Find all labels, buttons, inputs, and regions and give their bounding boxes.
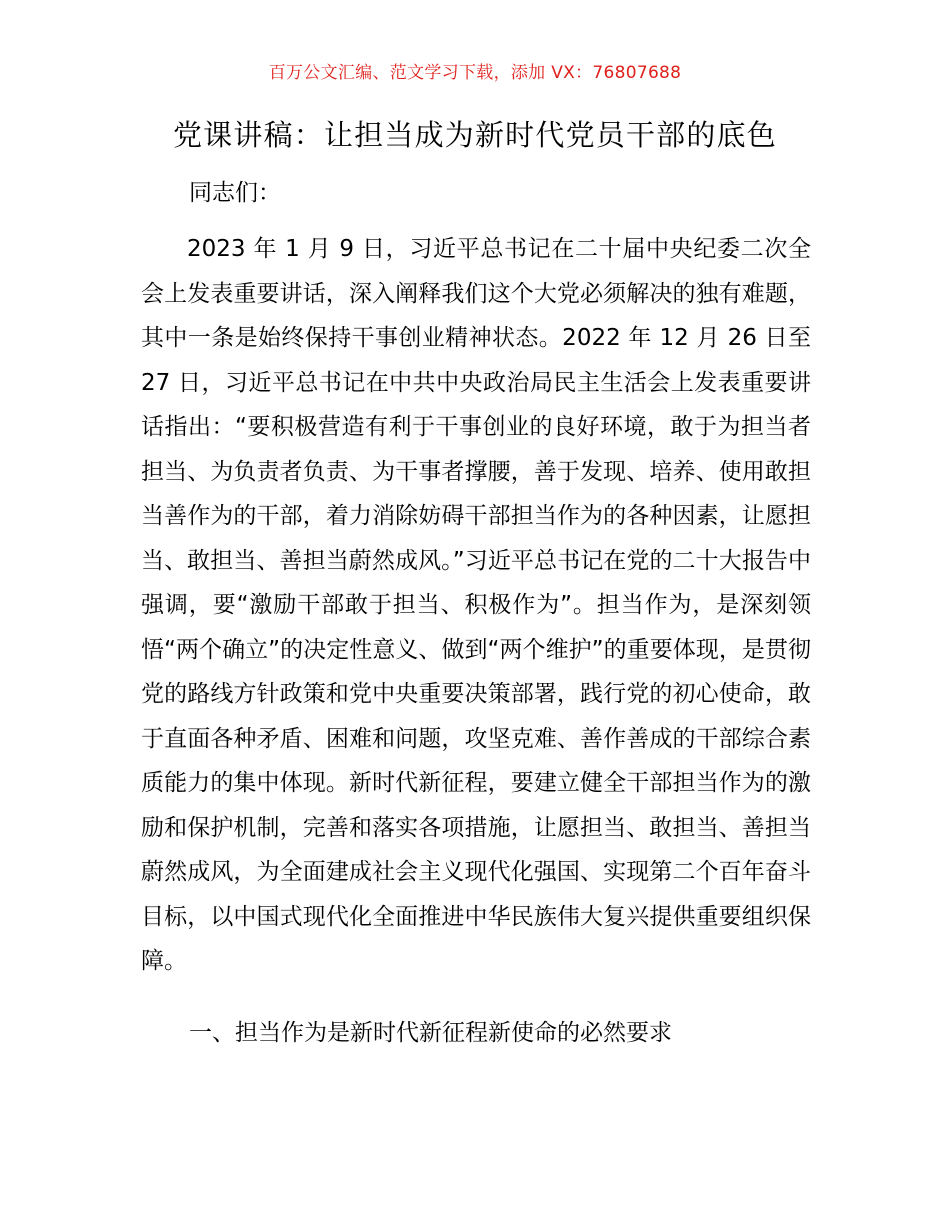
section-heading: 一、担当作为是新时代新征程新使命的必然要求 [189,1020,672,1046]
header-promo-note: 百万公文汇编、范文学习下载，添加 VX：76807688 [268,63,682,83]
page-title: 党课讲稿：让担当成为新时代党员干部的底色 [172,118,777,152]
body-paragraph: 2023 年 1 月 9 日，习近平总书记在二十届中央纪委二次全会上发表重要讲话，深入阐释我们这个大党必须解决的独有难题，其中一条是始终保持干事创业精神状态。2022 年 12 月 26 日至 27 日，习近平总书记在中共中央政治局民主生活会上发表重要讲话指出：“要积极营造有利于干事创业的良好环境，敢于为担当者担当、为负责者负责、为干事者撑腰，善于发现、培养、使用敢担当善作为的干部，着力消除妨碍干部担当作为的各种因素，让愿担当、敢担当、善担当蔚然成风。”习近平总书记在党的二十大报告中强调，要“激励干部敢于担当、积极作为”。担当作为，是深刻领悟“两个确立”的决定性意义、做到“两个维护”的重要体现，是贯彻党的路线方针政策和党中央重要决策部署，践行党的初心使命，敢于直面各种矛盾、困难和问题，攻坚克难、善作善成的干部综合素质能力的集中体现。新时代新征程，要建立健全干部担当作为的激励和保护机制，完善和落实各项措施，让愿担当、敢担当、善担当蔚然成风，为全面建成社会主义现代化强国、实现第二个百年奋斗目标，以中国式现代化全面推进中华民族伟大复兴提供重要组织保障。 [141,236,811,974]
salutation: 同志们： [189,180,281,206]
